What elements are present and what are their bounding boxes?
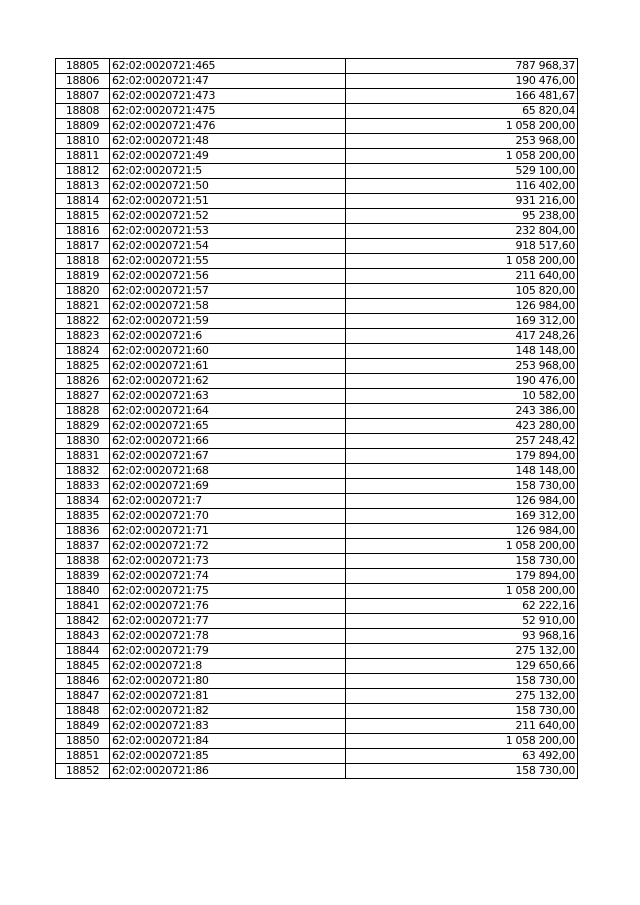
- cadastral-value-cell: 1 058 200,00: [346, 254, 578, 269]
- table-row: [56, 119, 578, 134]
- row-number-cell: 18852: [56, 764, 110, 779]
- row-number-cell: 18820: [56, 284, 110, 299]
- table-row: [56, 74, 578, 89]
- cadastral-number-cell: 62:02:0020721:62: [110, 374, 346, 389]
- row-number-cell: 18805: [56, 59, 110, 74]
- cadastral-number-cell: 62:02:0020721:59: [110, 314, 346, 329]
- cadastral-value-cell: 190 476,00: [346, 74, 578, 89]
- table-row: [56, 269, 578, 284]
- cadastral-value-cell: 787 968,37: [346, 59, 578, 74]
- table-row: [56, 134, 578, 149]
- table-row: [56, 104, 578, 119]
- table-row: [56, 314, 578, 329]
- row-number-cell: 18835: [56, 509, 110, 524]
- table-row: [56, 359, 578, 374]
- table-row: [56, 299, 578, 314]
- row-number-cell: 18849: [56, 719, 110, 734]
- cadastral-value-cell: 158 730,00: [346, 764, 578, 779]
- cadastral-number-cell: 62:02:0020721:53: [110, 224, 346, 239]
- table-row: [56, 464, 578, 479]
- cadastral-value-cell: 1 058 200,00: [346, 584, 578, 599]
- table-row: [56, 59, 578, 74]
- cadastral-number-cell: 62:02:0020721:67: [110, 449, 346, 464]
- row-number-cell: 18830: [56, 434, 110, 449]
- cadastral-value-cell: 95 238,00: [346, 209, 578, 224]
- row-number-cell: 18825: [56, 359, 110, 374]
- row-number-cell: 18826: [56, 374, 110, 389]
- row-number-cell: 18841: [56, 599, 110, 614]
- row-number-cell: 18822: [56, 314, 110, 329]
- row-number-cell: 18842: [56, 614, 110, 629]
- table-row: [56, 704, 578, 719]
- table-row: [56, 689, 578, 704]
- row-number-cell: 18813: [56, 179, 110, 194]
- table-row: [56, 584, 578, 599]
- row-number-cell: 18832: [56, 464, 110, 479]
- row-number-cell: 18809: [56, 119, 110, 134]
- row-number-cell: 18843: [56, 629, 110, 644]
- row-number-cell: 18814: [56, 194, 110, 209]
- cadastral-number-cell: 62:02:0020721:80: [110, 674, 346, 689]
- cadastral-number-cell: 62:02:0020721:77: [110, 614, 346, 629]
- cadastral-value-cell: 253 968,00: [346, 359, 578, 374]
- cadastral-number-cell: 62:02:0020721:83: [110, 719, 346, 734]
- table-row: [56, 509, 578, 524]
- table-row: [56, 554, 578, 569]
- cadastral-number-cell: 62:02:0020721:66: [110, 434, 346, 449]
- table-row: [56, 599, 578, 614]
- cadastral-value-cell: 10 582,00: [346, 389, 578, 404]
- cadastral-number-cell: 62:02:0020721:81: [110, 689, 346, 704]
- cadastral-value-cell: 62 222,16: [346, 599, 578, 614]
- row-number-cell: 18845: [56, 659, 110, 674]
- cadastral-number-cell: 62:02:0020721:75: [110, 584, 346, 599]
- row-number-cell: 18851: [56, 749, 110, 764]
- row-number-cell: 18827: [56, 389, 110, 404]
- cadastral-number-cell: 62:02:0020721:58: [110, 299, 346, 314]
- cadastral-value-cell: 211 640,00: [346, 269, 578, 284]
- cadastral-value-cell: 243 386,00: [346, 404, 578, 419]
- row-number-cell: 18812: [56, 164, 110, 179]
- table-row: [56, 224, 578, 239]
- cadastral-number-cell: 62:02:0020721:48: [110, 134, 346, 149]
- table-row: [56, 239, 578, 254]
- row-number-cell: 18834: [56, 494, 110, 509]
- cadastral-number-cell: 62:02:0020721:69: [110, 479, 346, 494]
- table-row: [56, 374, 578, 389]
- row-number-cell: 18846: [56, 674, 110, 689]
- cadastral-number-cell: 62:02:0020721:70: [110, 509, 346, 524]
- cadastral-value-cell: 918 517,60: [346, 239, 578, 254]
- cadastral-number-cell: 62:02:0020721:56: [110, 269, 346, 284]
- cadastral-value-cell: 52 910,00: [346, 614, 578, 629]
- row-number-cell: 18840: [56, 584, 110, 599]
- cadastral-number-cell: 62:02:0020721:63: [110, 389, 346, 404]
- row-number-cell: 18829: [56, 419, 110, 434]
- table-row: [56, 434, 578, 449]
- cadastral-number-cell: 62:02:0020721:50: [110, 179, 346, 194]
- cadastral-value-cell: 253 968,00: [346, 134, 578, 149]
- table-row: [56, 209, 578, 224]
- cadastral-value-cell: 232 804,00: [346, 224, 578, 239]
- cadastral-value-cell: 1 058 200,00: [346, 149, 578, 164]
- row-number-cell: 18850: [56, 734, 110, 749]
- cadastral-value-cell: 126 984,00: [346, 524, 578, 539]
- cadastral-number-cell: 62:02:0020721:86: [110, 764, 346, 779]
- table-row: [56, 344, 578, 359]
- cadastral-value-cell: 105 820,00: [346, 284, 578, 299]
- table-row: [56, 539, 578, 554]
- row-number-cell: 18831: [56, 449, 110, 464]
- row-number-cell: 18844: [56, 644, 110, 659]
- cadastral-number-cell: 62:02:0020721:73: [110, 554, 346, 569]
- cadastral-value-cell: 179 894,00: [346, 569, 578, 584]
- row-number-cell: 18815: [56, 209, 110, 224]
- cadastral-number-cell: 62:02:0020721:7: [110, 494, 346, 509]
- row-number-cell: 18806: [56, 74, 110, 89]
- table-row: [56, 764, 578, 779]
- row-number-cell: 18811: [56, 149, 110, 164]
- cadastral-number-cell: 62:02:0020721:51: [110, 194, 346, 209]
- cadastral-value-cell: 190 476,00: [346, 374, 578, 389]
- cadastral-value-cell: 148 148,00: [346, 344, 578, 359]
- cadastral-number-cell: 62:02:0020721:52: [110, 209, 346, 224]
- cadastral-number-cell: 62:02:0020721:79: [110, 644, 346, 659]
- cadastral-value-cell: 158 730,00: [346, 704, 578, 719]
- table-row: [56, 449, 578, 464]
- cadastral-value-cell: 529 100,00: [346, 164, 578, 179]
- cadastral-value-cell: 126 984,00: [346, 299, 578, 314]
- cadastral-value-cell: 166 481,67: [346, 89, 578, 104]
- table-row: [56, 674, 578, 689]
- cadastral-value-cell: 93 968,16: [346, 629, 578, 644]
- row-number-cell: 18816: [56, 224, 110, 239]
- cadastral-number-cell: 62:02:0020721:57: [110, 284, 346, 299]
- row-number-cell: 18838: [56, 554, 110, 569]
- cadastral-value-cell: 158 730,00: [346, 479, 578, 494]
- row-number-cell: 18824: [56, 344, 110, 359]
- cadastral-number-cell: 62:02:0020721:65: [110, 419, 346, 434]
- row-number-cell: 18837: [56, 539, 110, 554]
- table-row: [56, 164, 578, 179]
- cadastral-value-cell: 417 248,26: [346, 329, 578, 344]
- cadastral-value-table: [55, 58, 578, 779]
- table-row: [56, 749, 578, 764]
- cadastral-value-cell: 211 640,00: [346, 719, 578, 734]
- cadastral-number-cell: 62:02:0020721:473: [110, 89, 346, 104]
- cadastral-value-cell: 169 312,00: [346, 509, 578, 524]
- row-number-cell: 18821: [56, 299, 110, 314]
- cadastral-number-cell: 62:02:0020721:54: [110, 239, 346, 254]
- cadastral-value-cell: 1 058 200,00: [346, 539, 578, 554]
- table-row: [56, 329, 578, 344]
- table-row: [56, 254, 578, 269]
- row-number-cell: 18836: [56, 524, 110, 539]
- cadastral-value-cell: 158 730,00: [346, 674, 578, 689]
- table-row: [56, 389, 578, 404]
- cadastral-value-cell: 275 132,00: [346, 644, 578, 659]
- row-number-cell: 18818: [56, 254, 110, 269]
- cadastral-value-cell: 116 402,00: [346, 179, 578, 194]
- table-row: [56, 479, 578, 494]
- cadastral-value-cell: 126 984,00: [346, 494, 578, 509]
- cadastral-value-cell: 148 148,00: [346, 464, 578, 479]
- cadastral-value-cell: 1 058 200,00: [346, 734, 578, 749]
- cadastral-value-cell: 63 492,00: [346, 749, 578, 764]
- table-row: [56, 629, 578, 644]
- row-number-cell: 18823: [56, 329, 110, 344]
- table-row: [56, 179, 578, 194]
- cadastral-number-cell: 62:02:0020721:476: [110, 119, 346, 134]
- row-number-cell: 18817: [56, 239, 110, 254]
- row-number-cell: 18839: [56, 569, 110, 584]
- cadastral-number-cell: 62:02:0020721:475: [110, 104, 346, 119]
- table-row: [56, 719, 578, 734]
- row-number-cell: 18808: [56, 104, 110, 119]
- table-row: [56, 494, 578, 509]
- table-row: [56, 569, 578, 584]
- cadastral-number-cell: 62:02:0020721:8: [110, 659, 346, 674]
- row-number-cell: 18807: [56, 89, 110, 104]
- table-row: [56, 614, 578, 629]
- table-row: [56, 89, 578, 104]
- table-row: [56, 524, 578, 539]
- cadastral-value-cell: 423 280,00: [346, 419, 578, 434]
- row-number-cell: 18848: [56, 704, 110, 719]
- cadastral-value-cell: 129 650,66: [346, 659, 578, 674]
- cadastral-number-cell: 62:02:0020721:78: [110, 629, 346, 644]
- cadastral-value-cell: 1 058 200,00: [346, 119, 578, 134]
- table-row: [56, 404, 578, 419]
- row-number-cell: 18819: [56, 269, 110, 284]
- cadastral-number-cell: 62:02:0020721:71: [110, 524, 346, 539]
- cadastral-number-cell: 62:02:0020721:82: [110, 704, 346, 719]
- cadastral-value-cell: 257 248,42: [346, 434, 578, 449]
- cadastral-number-cell: 62:02:0020721:55: [110, 254, 346, 269]
- row-number-cell: 18810: [56, 134, 110, 149]
- cadastral-number-cell: 62:02:0020721:6: [110, 329, 346, 344]
- row-number-cell: 18833: [56, 479, 110, 494]
- cadastral-value-cell: 179 894,00: [346, 449, 578, 464]
- cadastral-number-cell: 62:02:0020721:72: [110, 539, 346, 554]
- cadastral-value-cell: 169 312,00: [346, 314, 578, 329]
- cadastral-number-cell: 62:02:0020721:76: [110, 599, 346, 614]
- table-row: [56, 194, 578, 209]
- table-body: [56, 59, 578, 779]
- table-row: [56, 659, 578, 674]
- cadastral-number-cell: 62:02:0020721:85: [110, 749, 346, 764]
- table-row: [56, 644, 578, 659]
- cadastral-number-cell: 62:02:0020721:47: [110, 74, 346, 89]
- cadastral-value-cell: 158 730,00: [346, 554, 578, 569]
- table-row: [56, 734, 578, 749]
- table-row: [56, 284, 578, 299]
- row-number-cell: 18847: [56, 689, 110, 704]
- table-row: [56, 149, 578, 164]
- row-number-cell: 18828: [56, 404, 110, 419]
- cadastral-value-cell: 931 216,00: [346, 194, 578, 209]
- cadastral-value-cell: 65 820,04: [346, 104, 578, 119]
- cadastral-number-cell: 62:02:0020721:60: [110, 344, 346, 359]
- cadastral-number-cell: 62:02:0020721:68: [110, 464, 346, 479]
- cadastral-number-cell: 62:02:0020721:84: [110, 734, 346, 749]
- cadastral-value-cell: 275 132,00: [346, 689, 578, 704]
- cadastral-number-cell: 62:02:0020721:49: [110, 149, 346, 164]
- cadastral-number-cell: 62:02:0020721:465: [110, 59, 346, 74]
- table-row: [56, 419, 578, 434]
- cadastral-number-cell: 62:02:0020721:61: [110, 359, 346, 374]
- cadastral-number-cell: 62:02:0020721:5: [110, 164, 346, 179]
- cadastral-number-cell: 62:02:0020721:74: [110, 569, 346, 584]
- cadastral-number-cell: 62:02:0020721:64: [110, 404, 346, 419]
